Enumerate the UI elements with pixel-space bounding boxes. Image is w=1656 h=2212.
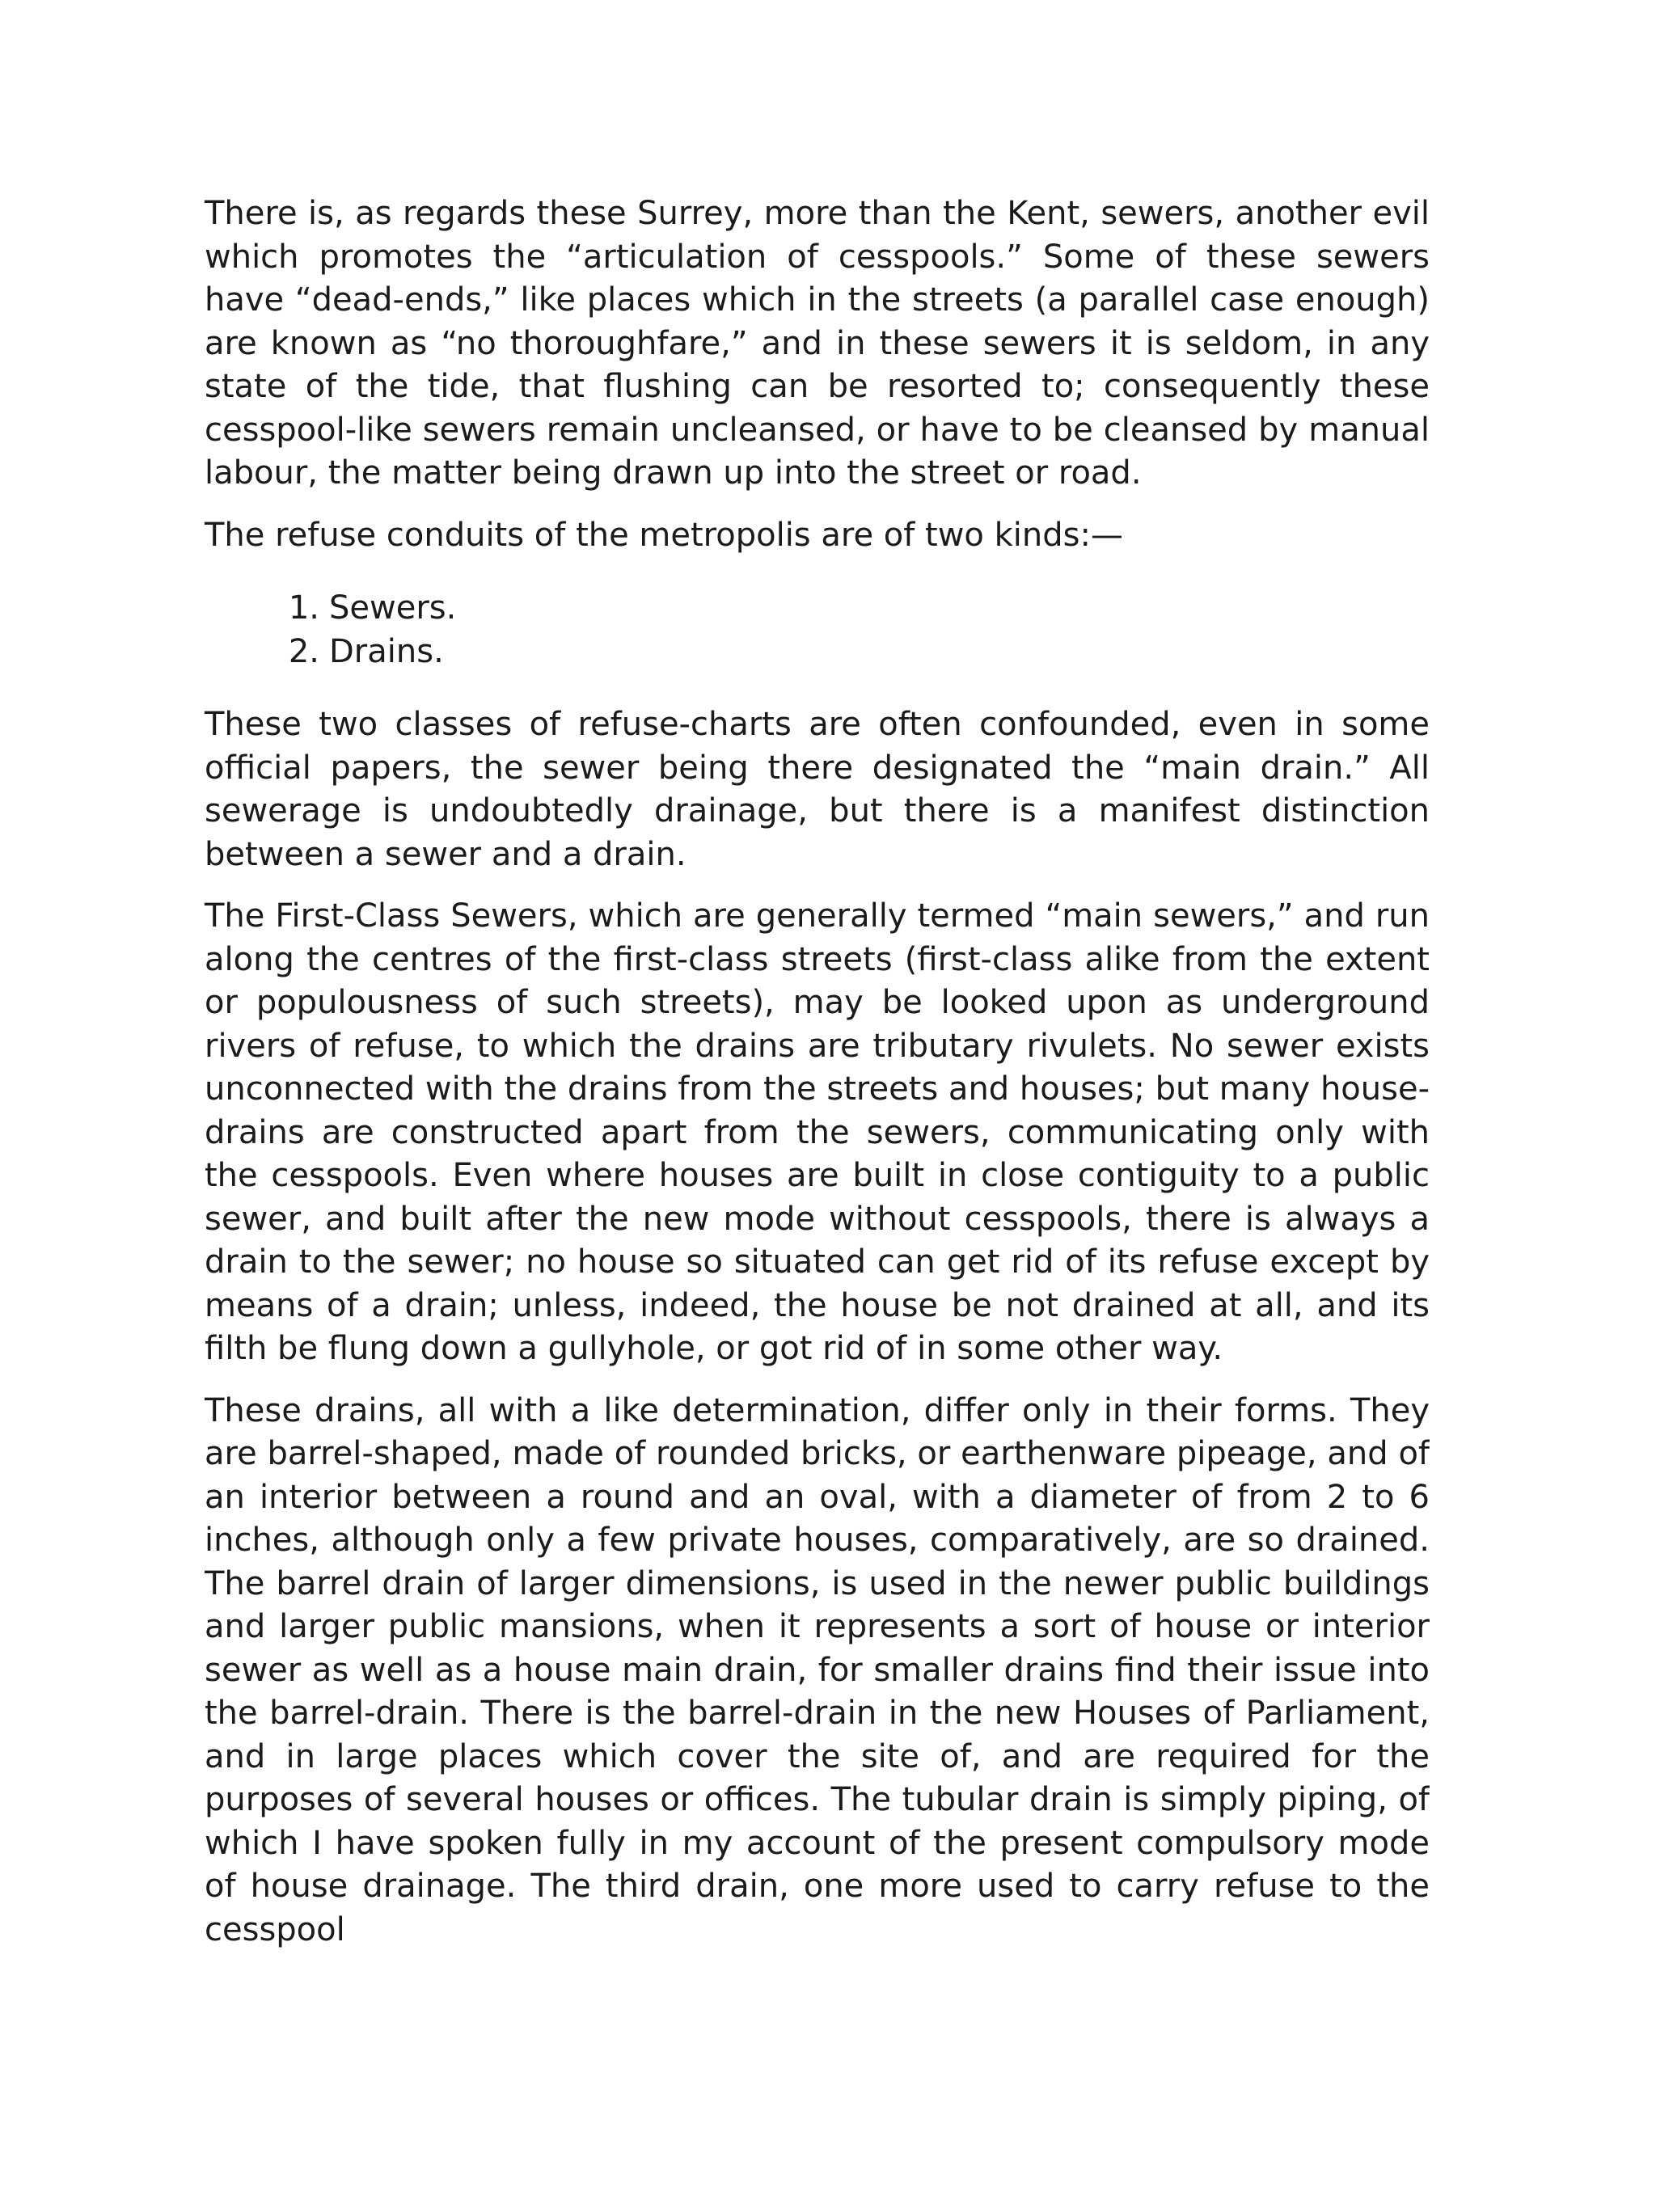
paragraph-first-class-sewers: The First-Class Sewers, which are generally termed “main sewers,” and run along the centres of the first-class streets (first-class alike from the extent or populousness of such streets), may be looked upon as underground rivers of refuse, to which the drains are tributary rivulets. No sewer exists unconnected with the drains from the streets and houses; but many house-drains are constructed apart from the sewers, communicating only with the cesspools. Even where houses are built in close contiguity to a public sewer, and built after the new mode without cesspools, there is always a drain to the sewer; no house so situated can get rid of its refuse except by means of a drain; unless, indeed, the house be not drained at all, and its filth be flung down a gullyhole, or got rid of in some other way. xyxy=(205,897,1430,1367)
list-item-text: Sewers. xyxy=(329,589,457,627)
list-item-number: 1. xyxy=(288,589,319,627)
list-item-text: Drains. xyxy=(329,632,444,670)
list-item xyxy=(277,587,1430,631)
document-page xyxy=(205,192,1430,2212)
paragraph-surrey-sewers: There is, as regards these Surrey, more than the Kent, sewers, another evil which promotes the “articulation of cesspools.” Some of these sewers have “dead-ends,” like places which in the streets (a parallel case enough) are known as “no thoroughfare,” and in these sewers it is seldom, in any state of the tide, that flushing can be resorted to; consequently these cesspool-like sewers remain uncleansed, or have to be cleansed by manual labour, the matter being drawn up into the street or road. xyxy=(205,195,1430,492)
paragraph-drain-forms: These drains, all with a like determination, differ only in their forms. They are barrel-shaped, made of rounded bricks, or earthenware pipeage, and of an interior between a round and an oval, with a diameter of from 2 to 6 inches, although only a few private houses, comparatively, are so drained. The barrel drain of larger dimensions, is used in the newer public buildings and larger public mansions, when it represents a sort of house or interior sewer as well as a house main drain, for smaller drains find their issue into the barrel-drain. There is the barrel-drain in the new Houses of Parliament, and in large places which cover the site of, and are required for the purposes of several houses or offices. The tubular drain is simply piping, of which I have spoken fully in my account of the present compulsory mode of house drainage. The third drain, one more used to carry refuse to the cesspool xyxy=(205,1391,1430,1948)
list-item xyxy=(277,631,1430,674)
paragraph-refuse-conduits: The refuse conduits of the metropolis are of two kinds:— xyxy=(205,516,1123,554)
paragraph-sewer-drain-distinction: These two classes of refuse-charts are often confounded, even in some official papers, the sewer being there designated the “main drain.” All sewerage is undoubtedly drainage, but there is a manifest distinction between a sewer and a drain. xyxy=(205,706,1430,873)
numbered-list xyxy=(205,587,1430,673)
paragraph-drain-forms-container xyxy=(205,1390,1430,2212)
list-item-number: 2. xyxy=(288,632,319,670)
